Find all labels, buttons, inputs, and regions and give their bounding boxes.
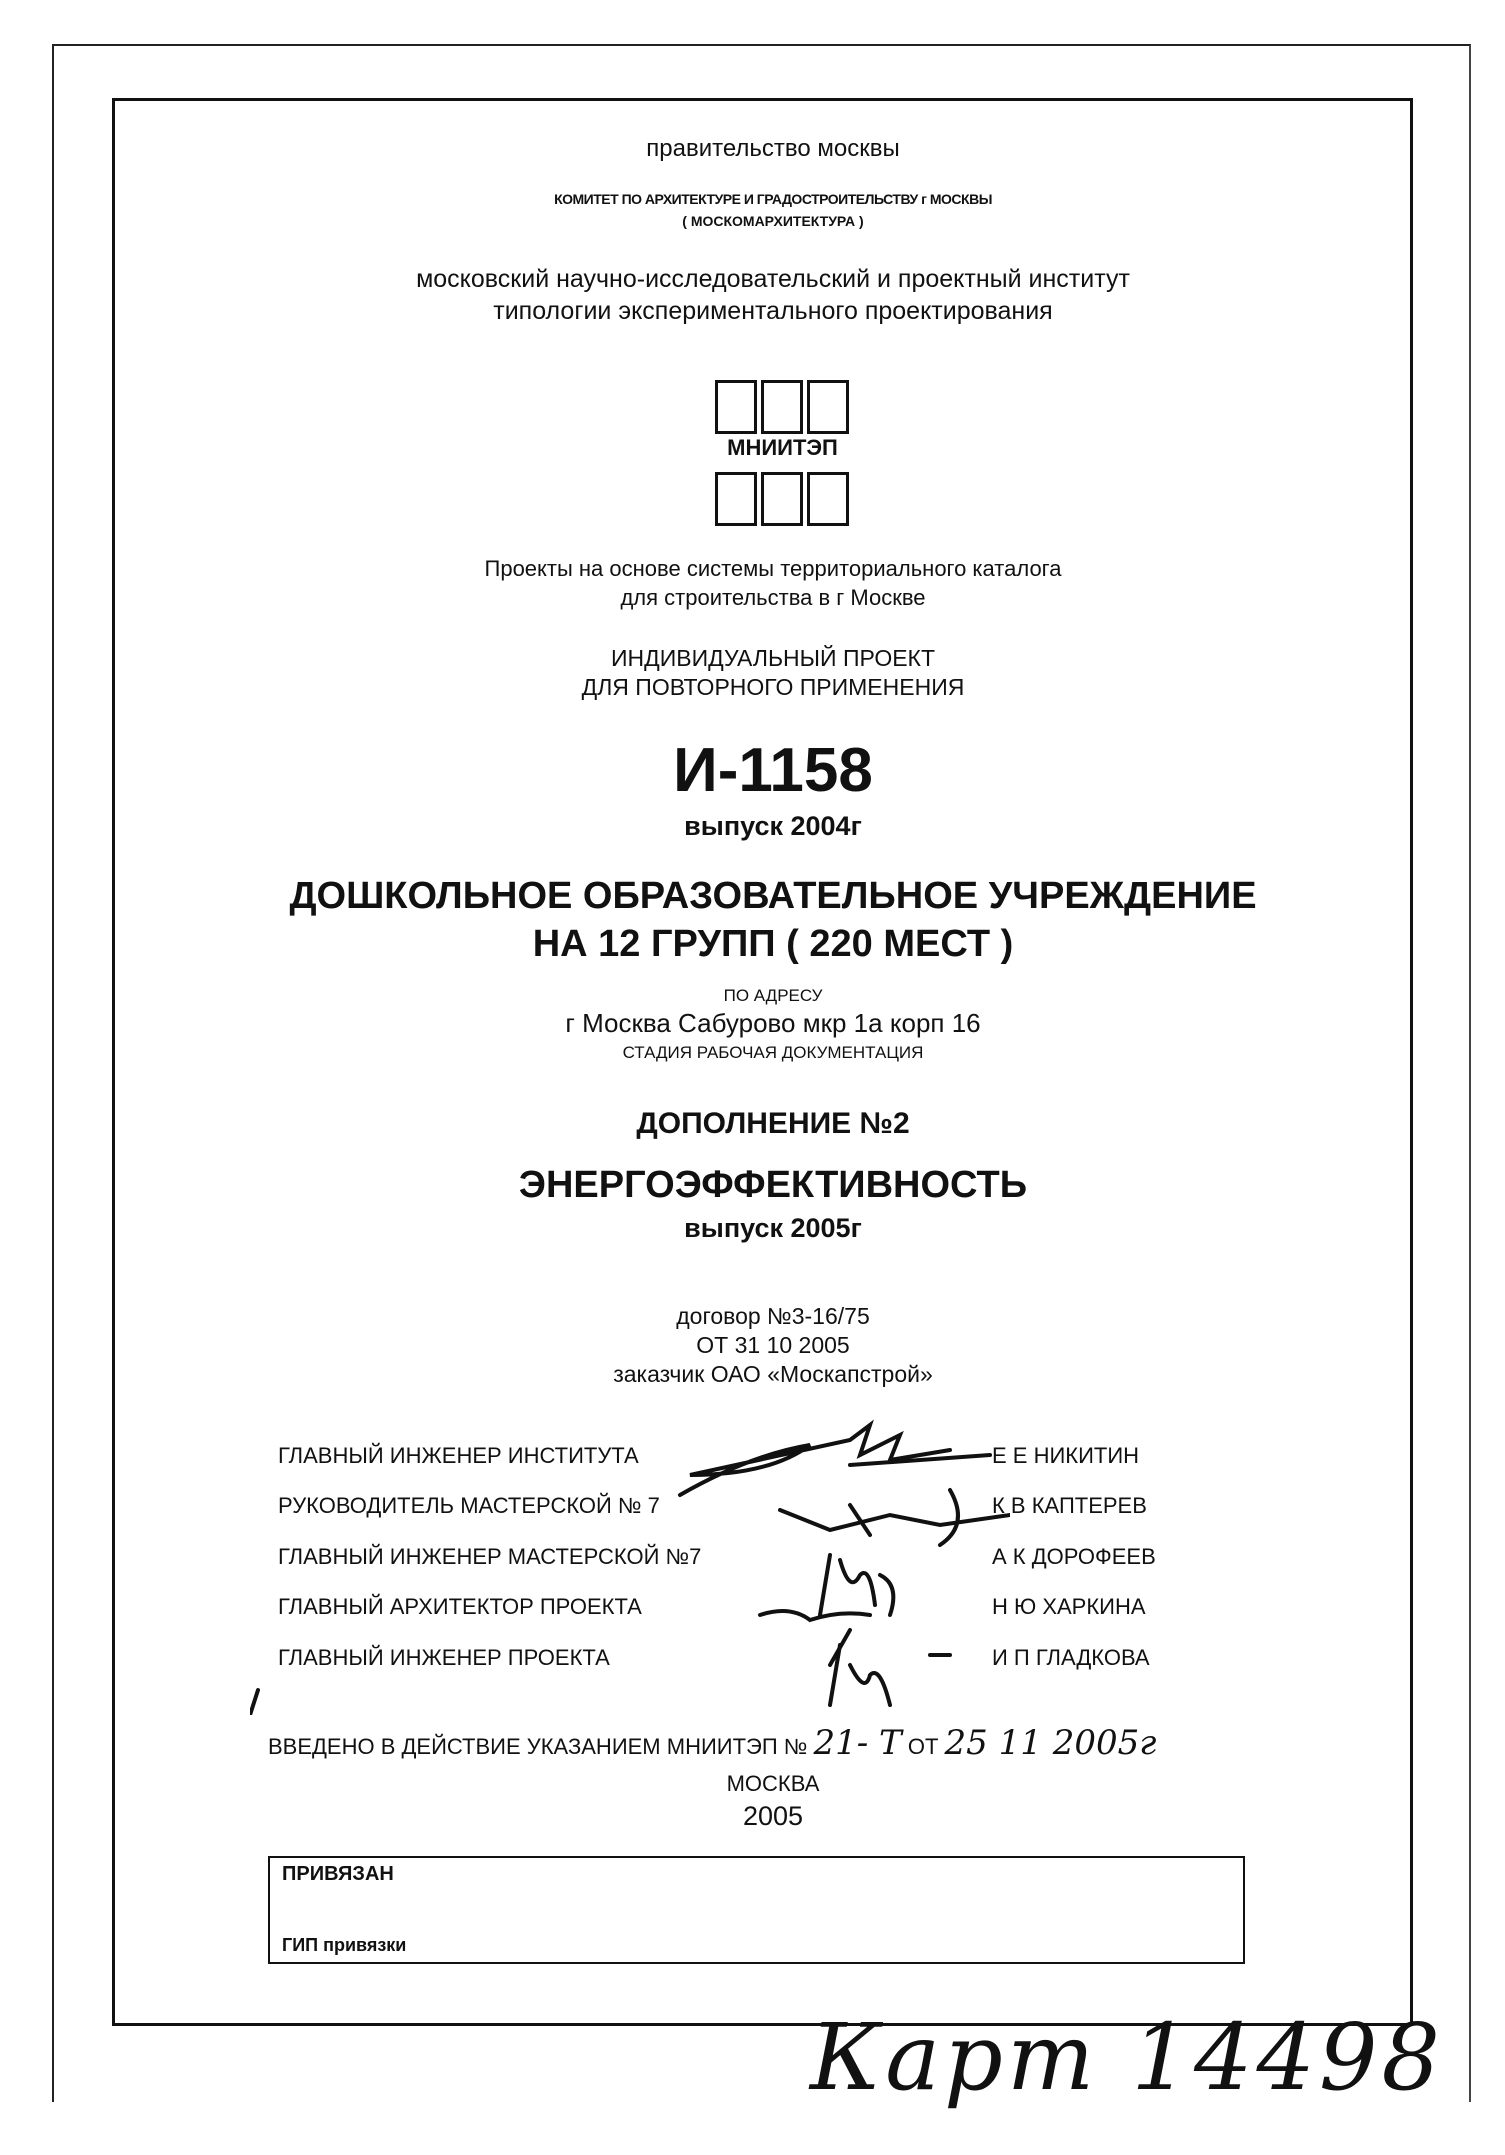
handwritten-note: Карт 14498: [810, 2004, 1445, 2111]
signature-role: ГЛАВНЫЙ АРХИТЕКТОР ПРОЕКТА: [278, 1594, 642, 1619]
contract: договор №3-16/75: [676, 1303, 870, 1329]
catalog-line2: для строительства в г Москве: [620, 585, 926, 610]
contract-date: ОТ 31 10 2005: [696, 1332, 850, 1358]
signature-name: К В КАПТЕРЕВ: [992, 1493, 1147, 1518]
signature-role: ГЛАВНЫЙ ИНЖЕНЕР ИНСТИТУТА: [278, 1443, 639, 1468]
committee-line1: КОМИТЕТ ПО АРХИТЕКТУРЕ И ГРАДОСТРОИТЕЛЬСТВУ г МОСКВЫ: [554, 191, 992, 207]
signature-role: ГЛАВНЫЙ ИНЖЕНЕР ПРОЕКТА: [278, 1645, 610, 1670]
signature-name: А К ДОРОФЕЕВ: [992, 1544, 1156, 1569]
signature-role: ГЛАВНЫЙ ИНЖЕНЕР МАСТЕРСКОЙ №7: [278, 1544, 702, 1569]
city: МОСКВА: [726, 1771, 820, 1796]
project-type-line1: ИНДИВИДУАЛЬНЫЙ ПРОЕКТ: [611, 645, 935, 671]
enactment-from: ОТ: [907, 1734, 939, 1759]
project-title-line1: ДОШКОЛЬНОЕ ОБРАЗОВАТЕЛЬНОЕ УЧРЕЖДЕНИЕ: [289, 875, 1257, 917]
government-heading: правительство москвы: [646, 135, 900, 162]
signature-name: И П ГЛАДКОВА: [992, 1645, 1150, 1670]
year: 2005: [742, 1801, 804, 1831]
stage: СТАДИЯ РАБОЧАЯ ДОКУМЕНТАЦИЯ: [622, 1043, 924, 1062]
project-issue: выпуск 2004г: [684, 811, 862, 841]
enactment-number: 21- Т: [813, 1723, 902, 1763]
address-label: ПО АДРЕСУ: [723, 986, 823, 1005]
project-type-line2: ДЛЯ ПОВТОРНОГО ПРИМЕНЕНИЯ: [581, 674, 965, 700]
enactment-date: 25 11 2005г: [944, 1723, 1157, 1763]
handwritten-signatures: [250, 1415, 1010, 1715]
signature-name: Н Ю ХАРКИНА: [992, 1594, 1146, 1619]
institute-line1: московский научно-исследовательский и проектный институт: [416, 265, 1130, 293]
bound-label: ПРИВЯЗАН: [282, 1863, 394, 1885]
supplement-title: ЭНЕРГОЭФФЕКТИВНОСТЬ: [518, 1164, 1028, 1206]
enactment-line: [268, 1723, 1157, 1763]
customer: заказчик ОАО «Москапстрой»: [613, 1361, 933, 1387]
supplement-number: ДОПОЛНЕНИЕ №2: [636, 1107, 910, 1140]
catalog-line1: Проекты на основе системы территориального каталога: [484, 556, 1062, 581]
project-code: И-1158: [673, 736, 873, 805]
address: г Москва Сабурово мкр 1а корп 16: [565, 1008, 981, 1038]
signature-name: Е Е НИКИТИН: [992, 1443, 1140, 1468]
committee-line2: ( МОСКОМАРХИТЕКТУРА ): [682, 213, 864, 229]
institute-line2: типологии экспериментального проектирования: [493, 297, 1053, 325]
enactment-text: ВВЕДЕНО В ДЕЙСТВИЕ УКАЗАНИЕМ МНИИТЭП №: [268, 1734, 808, 1759]
mniitep-logo: [715, 380, 850, 525]
binding-box: [268, 1856, 1245, 1964]
project-title-line2: НА 12 ГРУПП ( 220 МЕСТ ): [532, 923, 1014, 965]
logo-text: МНИИТЭП: [727, 435, 838, 460]
gip-label: ГИП привязки: [282, 1935, 407, 1955]
signature-role: РУКОВОДИТЕЛЬ МАСТЕРСКОЙ № 7: [278, 1493, 660, 1518]
supplement-issue: выпуск 2005г: [684, 1213, 862, 1243]
